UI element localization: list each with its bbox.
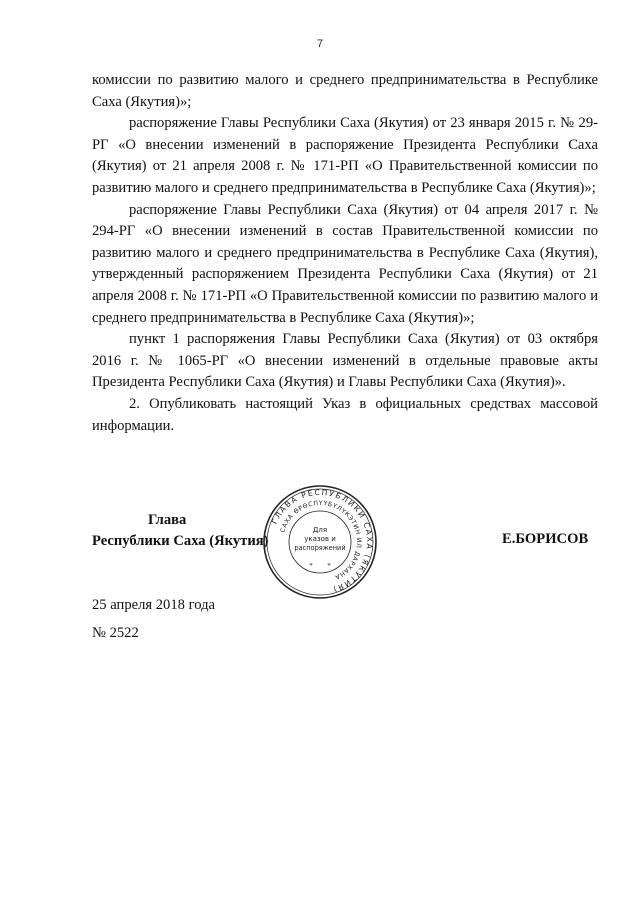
paragraph-publish: 2. Опубликовать настоящий Указ в официальных средствах массовой информации. [92,395,598,434]
seal-inner-text: САХА ӨРӨСПҮҮБҮЛҮКЭТИН ИЛ ДАРХАНА [279,499,363,581]
seal-star-icon: * [309,562,313,570]
signature-title-line1: Глава [148,512,187,528]
paragraph-item: пункт 1 распоряжения Главы Республики Саха (Якутия) от 03 октября 2016 г. № 1065-РГ «О внесении изменений в отдельные правовые акты Президента Республики Саха (Якутия) и Главы Республики Саха (Якутия)». [92,331,598,391]
official-seal [262,484,378,600]
seal-outer-text: ГЛАВА РЕСПУБЛИКИ САХА (ЯКУТИЯ) [269,487,375,595]
paragraph-item: распоряжение Главы Республики Саха (Якутия) от 04 апреля 2017 г. № 294-РГ «О внесении изменений в состав Правительственной комиссии по развитию малого и среднего предпринимательства в Республике Саха (Якутия), утвержденный распоряжением Президента Республики Саха (Якутия) от 21 апреля 2008 г. № 171-РП «О Правительственной комиссии по развитию малого и среднего предпринимательства в Республике Саха (Якутия)»; [92,201,598,326]
page-number: 7 [316,38,324,50]
document-body [92,70,598,437]
paragraph-item: распоряжение Главы Республики Саха (Якутия) от 23 января 2015 г. № 29-РГ «О внесении изменений в распоряжение Президента Республики Саха (Якутия) от 21 апреля 2008 г. № 171-РП «О Правительственной комиссии по развитию малого и среднего предпринимательства в Республике Саха (Якутия)»; [92,115,598,196]
document-number: № 2522 [92,625,139,641]
paragraph-continuation: комиссии по развитию малого и среднего предпринимательства в Республике Саха (Якутия)»; [92,72,598,110]
document-date: 25 апреля 2018 года [92,597,215,613]
seal-center-line1: Для [312,526,328,534]
seal-star-icon: * [327,562,331,570]
seal-center-line2: указов и [304,535,336,543]
signatory-name: Е.БОРИСОВ [502,531,589,547]
signature-title-line2: Республики Саха (Якутия) [92,533,269,549]
seal-center-line3: распоряжений [294,544,346,552]
signature-title [92,510,268,552]
